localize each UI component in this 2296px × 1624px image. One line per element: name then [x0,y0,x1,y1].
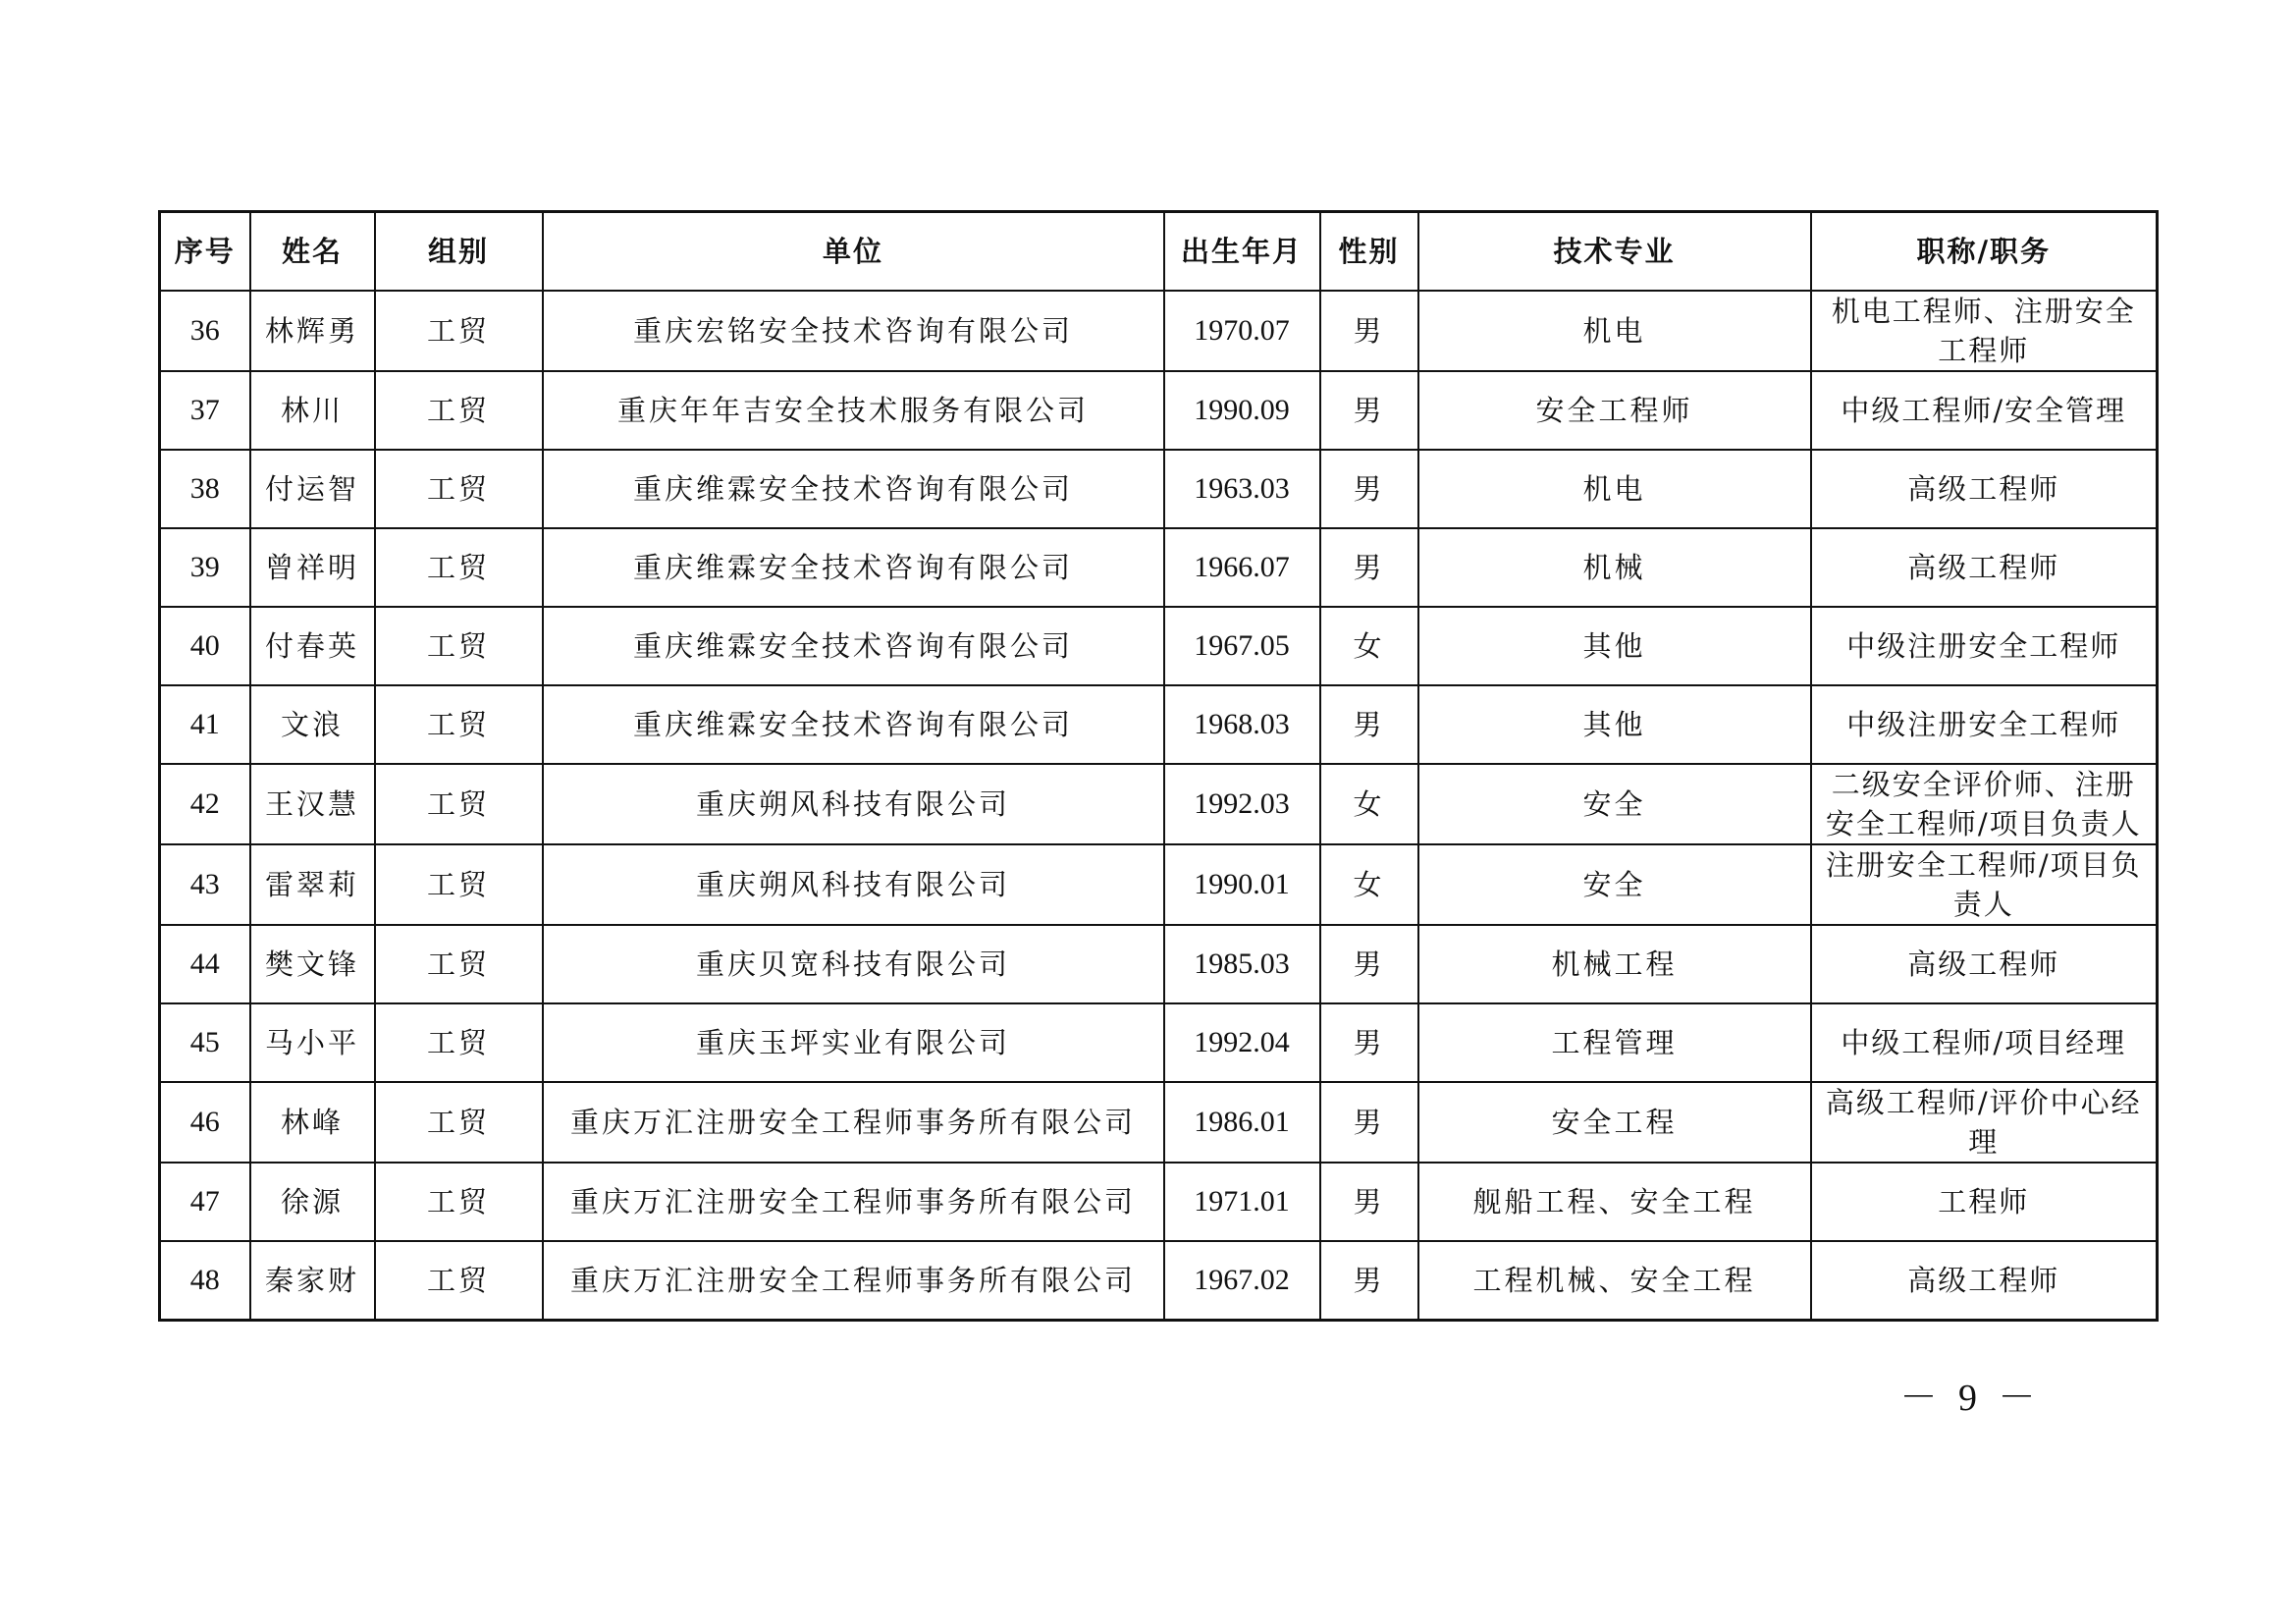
cell-birth: 1963.03 [1164,450,1320,528]
cell-group: 工贸 [375,371,543,450]
cell-gender: 男 [1320,1003,1418,1082]
cell-unit: 重庆维霖安全技术咨询有限公司 [543,685,1164,764]
cell-birth: 1990.01 [1164,844,1320,925]
header-gender: 性别 [1320,212,1418,292]
cell-no: 44 [160,925,250,1003]
cell-group: 工贸 [375,925,543,1003]
cell-gender: 男 [1320,450,1418,528]
table-row [160,925,2158,1003]
cell-title: 高级工程师 [1811,1241,2158,1320]
cell-no: 36 [160,291,250,371]
cell-title: 中级工程师/安全管理 [1811,371,2158,450]
cell-name: 林川 [250,371,375,450]
cell-name: 马小平 [250,1003,375,1082]
cell-title: 中级工程师/项目经理 [1811,1003,2158,1082]
cell-name: 付运智 [250,450,375,528]
cell-group: 工贸 [375,528,543,607]
table-header-row [160,212,2158,292]
cell-name: 秦家财 [250,1241,375,1320]
cell-unit: 重庆万汇注册安全工程师事务所有限公司 [543,1241,1164,1320]
cell-gender: 男 [1320,1241,1418,1320]
page-number: － 9 － [1899,1378,2042,1419]
header-name: 姓名 [250,212,375,292]
cell-birth: 1992.04 [1164,1003,1320,1082]
cell-major: 其他 [1418,607,1811,685]
table-row [160,371,2158,450]
cell-birth: 1966.07 [1164,528,1320,607]
cell-unit: 重庆朔风科技有限公司 [543,764,1164,844]
cell-title: 中级注册安全工程师 [1811,685,2158,764]
cell-major: 其他 [1418,685,1811,764]
cell-unit: 重庆朔风科技有限公司 [543,844,1164,925]
table-row [160,1163,2158,1241]
cell-no: 43 [160,844,250,925]
cell-name: 林辉勇 [250,291,375,371]
cell-major: 安全 [1418,764,1811,844]
cell-gender: 女 [1320,607,1418,685]
cell-group: 工贸 [375,1003,543,1082]
cell-title: 二级安全评价师、注册安全工程师/项目负责人 [1811,764,2158,844]
cell-gender: 男 [1320,1082,1418,1163]
cell-group: 工贸 [375,1082,543,1163]
cell-title: 高级工程师 [1811,450,2158,528]
cell-group: 工贸 [375,291,543,371]
cell-title: 机电工程师、注册安全工程师 [1811,291,2158,371]
header-group: 组别 [375,212,543,292]
header-unit: 单位 [543,212,1164,292]
cell-gender: 女 [1320,844,1418,925]
cell-title: 高级工程师 [1811,528,2158,607]
table-row [160,764,2158,844]
cell-gender: 男 [1320,291,1418,371]
table-row [160,291,2158,371]
table-row [160,1082,2158,1163]
cell-gender: 男 [1320,528,1418,607]
cell-unit: 重庆玉坪实业有限公司 [543,1003,1164,1082]
cell-title: 注册安全工程师/项目负责人 [1811,844,2158,925]
cell-major: 舰船工程、安全工程 [1418,1163,1811,1241]
header-title: 职称/职务 [1811,212,2158,292]
cell-birth: 1986.01 [1164,1082,1320,1163]
cell-name: 曾祥明 [250,528,375,607]
cell-birth: 1970.07 [1164,291,1320,371]
cell-major: 工程管理 [1418,1003,1811,1082]
cell-group: 工贸 [375,1241,543,1320]
cell-gender: 男 [1320,925,1418,1003]
cell-gender: 男 [1320,685,1418,764]
cell-no: 40 [160,607,250,685]
cell-no: 48 [160,1241,250,1320]
cell-birth: 1985.03 [1164,925,1320,1003]
header-birth: 出生年月 [1164,212,1320,292]
cell-unit: 重庆万汇注册安全工程师事务所有限公司 [543,1163,1164,1241]
cell-title: 高级工程师 [1811,925,2158,1003]
cell-no: 42 [160,764,250,844]
cell-major: 安全 [1418,844,1811,925]
cell-group: 工贸 [375,844,543,925]
cell-major: 安全工程 [1418,1082,1811,1163]
personnel-table [158,210,2159,1322]
table-row [160,450,2158,528]
table-row [160,844,2158,925]
cell-birth: 1971.01 [1164,1163,1320,1241]
cell-major: 机电 [1418,450,1811,528]
cell-group: 工贸 [375,764,543,844]
cell-gender: 女 [1320,764,1418,844]
cell-name: 王汉慧 [250,764,375,844]
table-row [160,1003,2158,1082]
cell-major: 安全工程师 [1418,371,1811,450]
cell-unit: 重庆万汇注册安全工程师事务所有限公司 [543,1082,1164,1163]
cell-no: 41 [160,685,250,764]
cell-unit: 重庆维霖安全技术咨询有限公司 [543,528,1164,607]
cell-no: 38 [160,450,250,528]
cell-name: 徐源 [250,1163,375,1241]
cell-unit: 重庆贝宽科技有限公司 [543,925,1164,1003]
table-body [160,291,2158,1320]
cell-gender: 男 [1320,371,1418,450]
cell-gender: 男 [1320,1163,1418,1241]
cell-title: 中级注册安全工程师 [1811,607,2158,685]
cell-unit: 重庆维霖安全技术咨询有限公司 [543,607,1164,685]
cell-name: 樊文锋 [250,925,375,1003]
cell-no: 37 [160,371,250,450]
cell-birth: 1992.03 [1164,764,1320,844]
cell-no: 47 [160,1163,250,1241]
header-no: 序号 [160,212,250,292]
table-row [160,1241,2158,1320]
cell-major: 工程机械、安全工程 [1418,1241,1811,1320]
cell-group: 工贸 [375,607,543,685]
cell-birth: 1968.03 [1164,685,1320,764]
cell-group: 工贸 [375,450,543,528]
cell-birth: 1967.05 [1164,607,1320,685]
cell-no: 45 [160,1003,250,1082]
cell-unit: 重庆年年吉安全技术服务有限公司 [543,371,1164,450]
table-row [160,607,2158,685]
header-major: 技术专业 [1418,212,1811,292]
cell-unit: 重庆宏铭安全技术咨询有限公司 [543,291,1164,371]
cell-title: 高级工程师/评价中心经理 [1811,1082,2158,1163]
cell-group: 工贸 [375,685,543,764]
cell-no: 46 [160,1082,250,1163]
cell-unit: 重庆维霖安全技术咨询有限公司 [543,450,1164,528]
cell-name: 林峰 [250,1082,375,1163]
cell-group: 工贸 [375,1163,543,1241]
table-row [160,685,2158,764]
cell-name: 文浪 [250,685,375,764]
cell-birth: 1967.02 [1164,1241,1320,1320]
cell-birth: 1990.09 [1164,371,1320,450]
cell-major: 机电 [1418,291,1811,371]
cell-name: 付春英 [250,607,375,685]
cell-no: 39 [160,528,250,607]
cell-title: 工程师 [1811,1163,2158,1241]
table-row [160,528,2158,607]
cell-name: 雷翠莉 [250,844,375,925]
cell-major: 机械工程 [1418,925,1811,1003]
cell-major: 机械 [1418,528,1811,607]
